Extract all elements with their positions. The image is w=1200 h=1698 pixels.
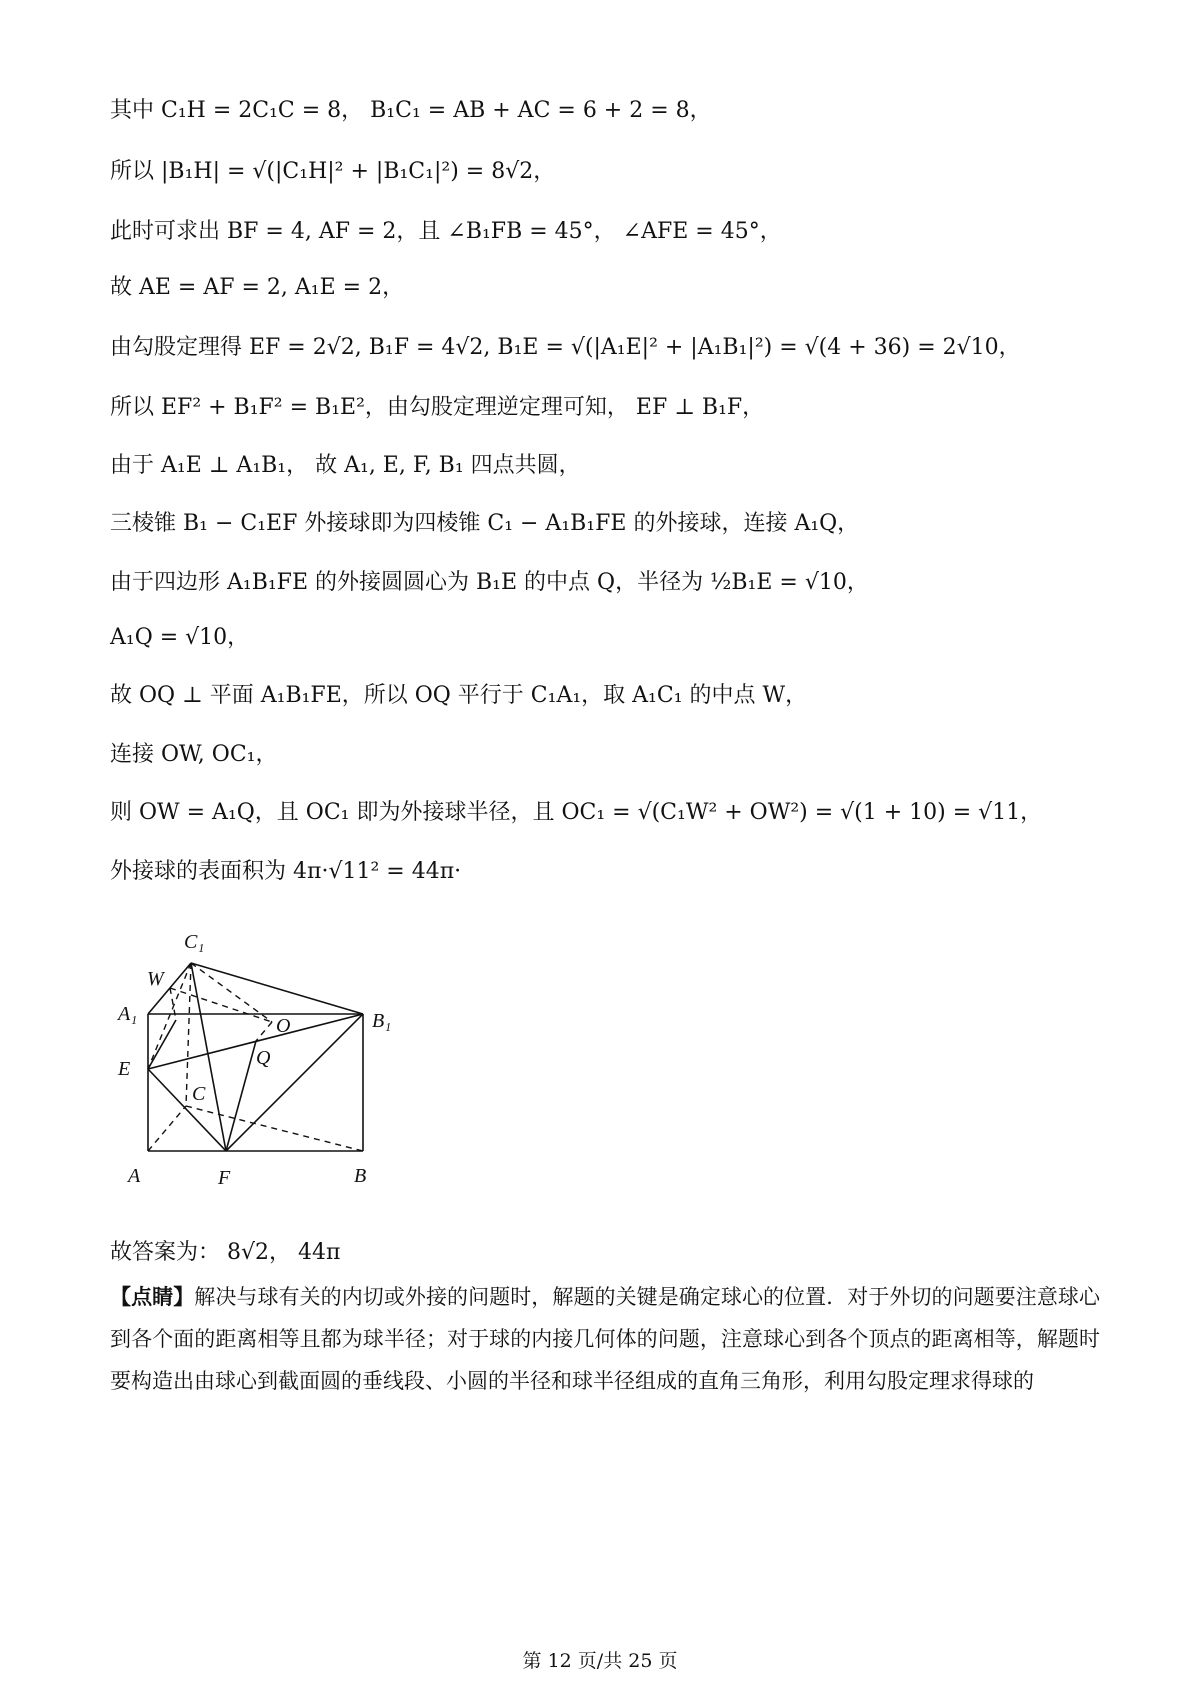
geometry-figure <box>110 928 430 1198</box>
edge-Q-F <box>226 1041 256 1151</box>
solution-line-2: 所以 |B₁H| = √(|C₁H|² + |B₁C₁|²) = 8√2， <box>110 159 556 184</box>
dashed-W-O <box>170 988 272 1022</box>
edge-E-A1-arc <box>148 1020 176 1069</box>
answer-line: 故答案为： 8√2， 44π <box>110 1240 341 1265</box>
edge-E-F <box>148 1069 226 1151</box>
note-tag: 【点睛】 <box>110 1284 195 1309</box>
edge-F-B1 <box>226 1014 363 1151</box>
label-E: E <box>118 1058 131 1080</box>
solution-line-4: 故 AE = AF = 2, A₁E = 2， <box>110 275 405 300</box>
solution-line-11: 故 OQ ⊥ 平面 A₁B₁FE，所以 OQ 平行于 C₁A₁，取 A₁C₁ 的中点 W， <box>110 683 808 708</box>
solution-line-13: 则 OW = A₁Q，且 OC₁ 即为外接球半径，且 OC₁ = √(C₁W² + OW²) = √(1 + 10) = √11， <box>110 800 1043 825</box>
label-C: C <box>192 1083 206 1105</box>
dashed-C1-O <box>191 963 272 1022</box>
edge-C1-B1 <box>191 963 363 1014</box>
solution-line-9: 由于四边形 A₁B₁FE 的外接圆圆心为 B₁E 的中点 Q，半径为 ½B₁E = √10， <box>110 570 869 595</box>
label-B: B <box>354 1165 367 1187</box>
label-A: A <box>128 1165 141 1187</box>
solution-line-8: 三棱锥 B₁ − C₁EF 外接球即为四棱锥 C₁ − A₁B₁FE 的外接球，连接 A₁Q， <box>110 511 860 536</box>
label-Q: Q <box>256 1047 271 1069</box>
solution-line-6: 所以 EF² + B₁F² = B₁E²，由勾股定理逆定理可知， EF ⊥ B₁F， <box>110 395 765 420</box>
solution-line-5: 由勾股定理得 EF = 2√2, B₁F = 4√2, B₁E = √(|A₁E|² + |A₁B₁|²) = √(4 + 36) = 2√10， <box>110 335 1021 360</box>
page-footer: 第 12 页/共 25 页 <box>522 1650 678 1672</box>
dashed-C1-C <box>186 963 191 1106</box>
solution-line-10: A₁Q = √10， <box>110 625 250 650</box>
note-text: 解决与球有关的内切或外接的问题时，解题的关键是确定球心的位置．对于外切的问题要注意球心到各个面的距离相等且都为球半径；对于球的内接几何体的问题，注意球心到各个顶点的距离相等，解题时要构造出由球心到截面圆的垂线段、小圆的半径和球半径组成的直角三角形，利用勾股定理求得球的 <box>110 1285 1101 1393</box>
label-W: W <box>147 968 164 990</box>
label-O: O <box>276 1015 291 1037</box>
solution-line-7: 由于 A₁E ⊥ A₁B₁， 故 A₁, E, F, B₁ 四点共圆， <box>110 453 581 478</box>
solution-line-14: 外接球的表面积为 4π·√11² = 44π· <box>110 859 462 884</box>
note-paragraph <box>110 1276 1100 1402</box>
label-C1: C₁ <box>184 931 205 953</box>
dashed-W-E <box>170 988 176 1020</box>
solution-line-1: 其中 C₁H = 2C₁C = 8， B₁C₁ = AB + AC = 6 + 2 = 8， <box>110 98 712 123</box>
solution-line-12: 连接 OW, OC₁， <box>110 742 278 767</box>
dashed-C-B <box>186 1106 363 1151</box>
label-B1: B₁ <box>372 1010 392 1032</box>
solution-line-3: 此时可求出 BF = 4, AF = 2，且 ∠B₁FB = 45°， ∠AFE = 45°， <box>110 219 782 244</box>
label-F: F <box>218 1167 231 1189</box>
label-A1: A₁ <box>118 1003 138 1025</box>
dashed-A-C <box>148 1106 186 1151</box>
